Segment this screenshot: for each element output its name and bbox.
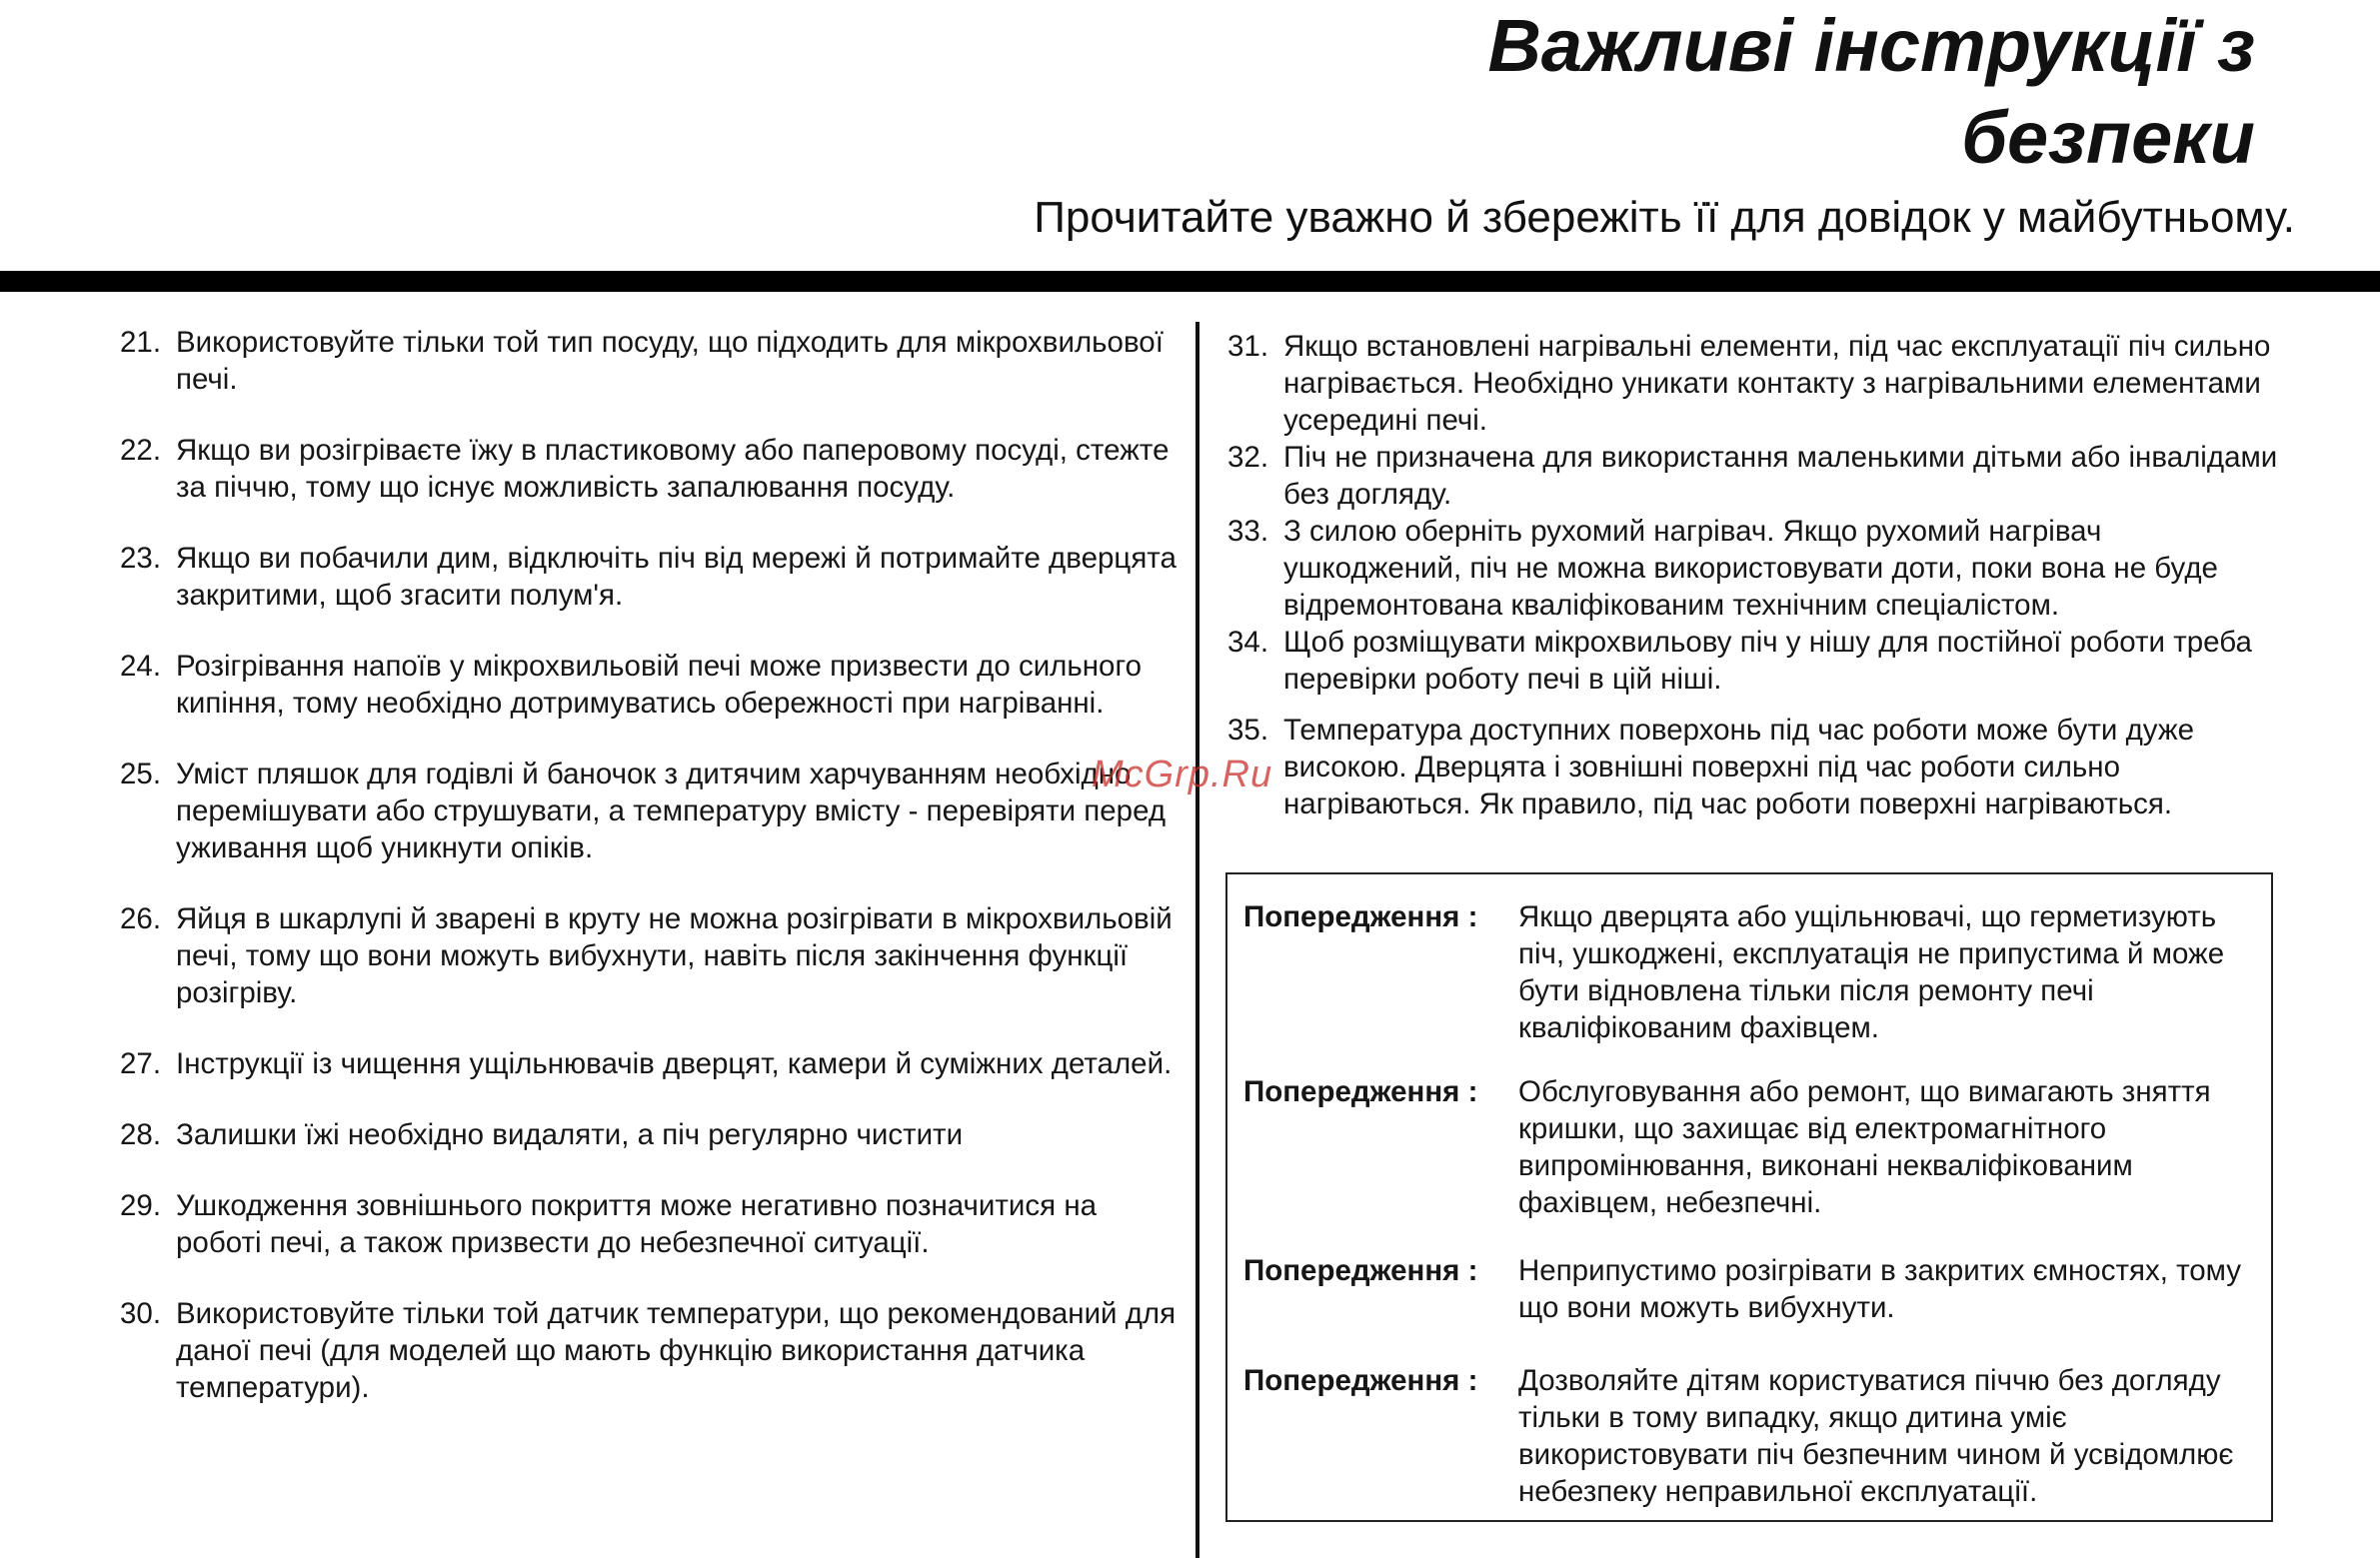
header-rule (0, 271, 2380, 292)
instruction-item-24: 24. Розігрівання напоїв у мікрохвильовій печі може призвести до сильного кипіння, тому необхідно дотримуватись обережності при нагріванні. (120, 650, 1142, 720)
instruction-item-22: 22. Якщо ви розігріваєте їжу в пластиковому або паперовому посуді, стежте за піччю, тому що існує можливість запалювання посуду. (120, 434, 1170, 504)
warning-text: Неприпустимо розігрівати в закритих ємностях, тому що вони можуть вибухнути. (1518, 1254, 2242, 1324)
instruction-item-33: 33. З силою оберніть рухомий нагрівач. Якщо рухомий нагрівач ушкоджений, піч не можна використовувати доти, поки вона не буде відремонтована кваліфікованим технічним спеціалістом. (1227, 515, 2218, 622)
left-column (120, 324, 1180, 1406)
warning-text: Якщо дверцята або ущільнювачі, що герметизують піч, ушкоджені, експлуатація не припустима й може бути відновлена тільки після ремонту печі кваліфікованим фахівцем. (1518, 900, 2225, 1044)
instruction-item-31: 31. Якщо встановлені нагрівальні елементи, під час експлуатації піч сильно нагрівається. Необхідно уникати контакту з нагрівальними елементами усередині печі. (1227, 330, 2271, 437)
instruction-item-29: 29. Ушкодження зовнішнього покриття може негативно позначитися на роботі печі, а також призвести до небезпечної ситуації. (120, 1189, 1098, 1259)
watermark: McGrp.Ru (1092, 754, 1273, 795)
instruction-item-21: 21. Використовуйте тільки той тип посуду, що підходить для мікрохвильової печі. (120, 326, 1164, 396)
warning-label: Попередження : (1243, 900, 1478, 933)
warning-item-3 (1243, 1252, 2265, 1326)
title-line-1: Важливі інструкції з (1487, 4, 2255, 87)
warning-item-2 (1243, 1073, 2265, 1221)
instruction-item-30: 30. Використовуйте тільки той датчик температури, що рекомендований для даної печі (для моделей що мають функцію використання датчика температури). (120, 1297, 1177, 1404)
instruction-item-34: 34. Щоб розміщувати мікрохвильову піч у нішу для постійної роботи треба перевірки роботу печі в цій ніші. (1227, 626, 2252, 696)
right-column (1227, 328, 2287, 822)
instruction-item-35: 35. Температура доступних поверхонь під час роботи може бути дуже високою. Дверцята і зовнішні поверхні під час роботи сильно нагріваються. Як правило, під час роботи поверхні нагріваються. (1227, 714, 2195, 820)
instruction-item-26: 26. Яйця в шкарлупі й зварені в круту не можна розігрівати в мікрохвильовій печі, тому що вони можуть вибухнути, навіть після закінчення функції розігріву. (120, 902, 1173, 1009)
warning-text: Дозволяйте дітям користуватися піччю без догляду тільки в тому випадку, якщо дитина уміє використовувати піч безпечним чином й усвідомлює небезпеку неправильної експлуатації. (1518, 1364, 2234, 1508)
column-divider (1195, 322, 1199, 1558)
instruction-item-23: 23. Якщо ви побачили дим, відключіть піч від мережі й потримайте дверцята закритими, щоб згасити полум'я. (120, 542, 1177, 612)
instruction-item-27: 27. Інструкції із чищення ущільнювачів дверцят, камери й суміжних деталей. (120, 1047, 1173, 1080)
page-title (856, 0, 2255, 184)
warnings-box (1225, 872, 2273, 1522)
warning-label: Попередження : (1243, 1364, 1478, 1397)
instruction-item-32: 32. Піч не призначена для використання маленькими дітьми або інвалідами без догляду. (1227, 441, 2278, 511)
warning-label: Попередження : (1243, 1254, 1478, 1287)
title-line-2: безпеки (1961, 96, 2255, 179)
warning-text: Обслуговування або ремонт, що вимагають зняття кришки, що захищає від електромагнітного випромінювання, виконані некваліфікованим фахівцем, небезпечні. (1518, 1075, 2211, 1219)
instruction-item-28: 28. Залишки їжі необхідно видаляти, а піч регулярно чистити (120, 1118, 964, 1151)
warning-item-1 (1243, 898, 2265, 1046)
instruction-item-25: 25. Уміст пляшок для годівлі й баночок з дитячим харчуванням необхідно перемішувати або струшувати, а температуру вмісту - перевіряти перед уживання щоб уникнути опіків. (120, 758, 1167, 864)
warning-item-4 (1243, 1362, 2265, 1510)
page-subtitle: Прочитайте уважно й збережіть її для довідок у майбутньому. (1034, 193, 2295, 242)
warning-label: Попередження : (1243, 1075, 1478, 1108)
